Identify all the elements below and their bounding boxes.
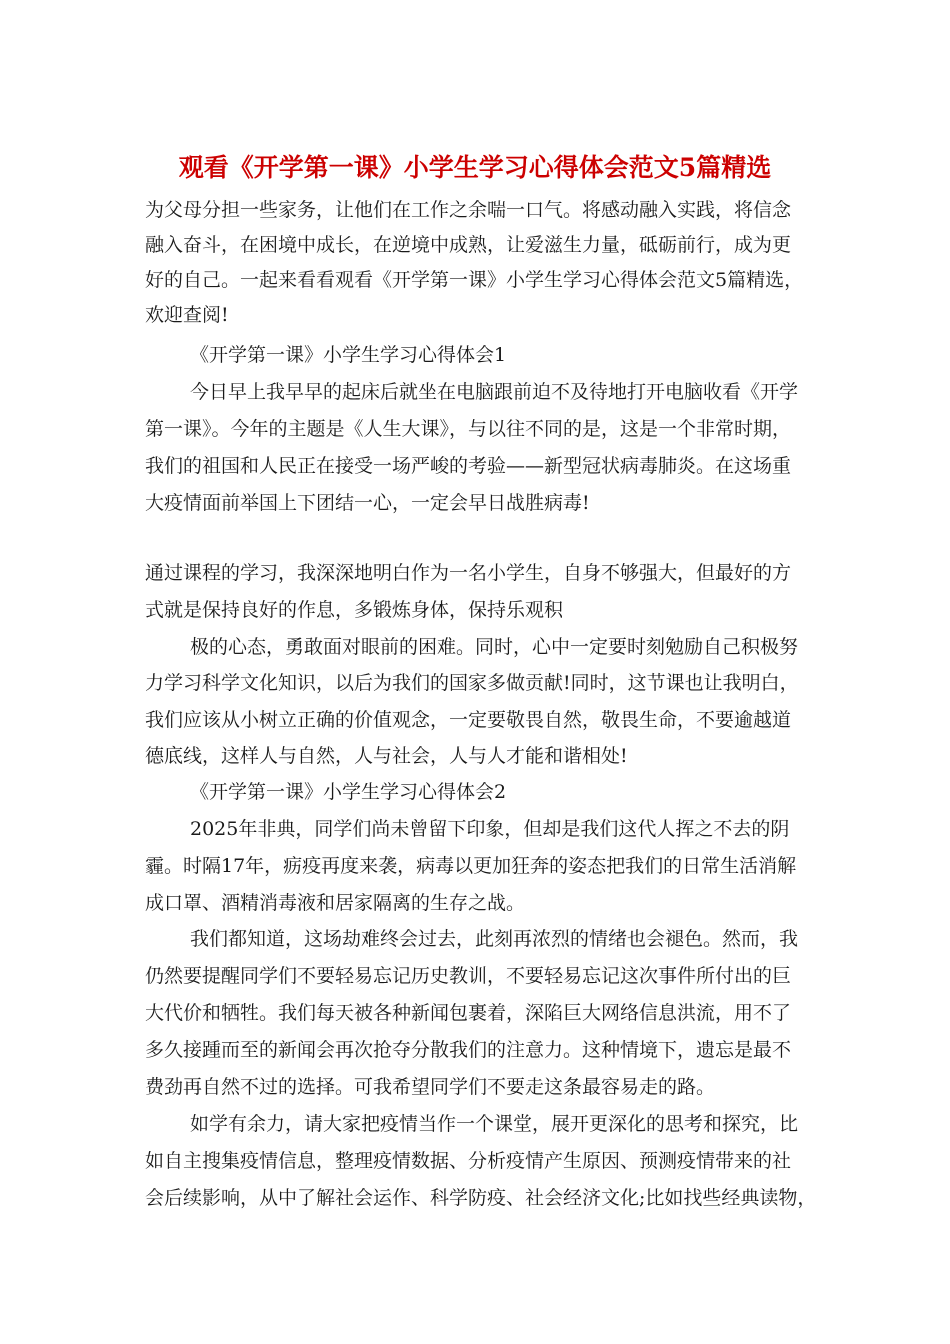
text-line: 通过课程的学习，我深深地明白作为一名小学生，自身不够强大，但最好的方	[145, 562, 792, 584]
text-line: 融入奋斗，在困境中成长，在逆境中成熟，让爱滋生力量，砥砺前行，成为更	[145, 234, 792, 256]
text-line: 如自主搜集疫情信息，整理疫情数据、分析疫情产生原因、预测疫情带来的社	[145, 1150, 792, 1172]
text-line: 极的心态，勇敢面对眼前的困难。同时，心中一定要时刻勉励自己积极努	[190, 636, 799, 658]
text-line: 我们的祖国和人民正在接受一场严峻的考验——新型冠状病毒肺炎。在这场重	[145, 455, 792, 477]
document-title: 观看《开学第一课》小学生学习心得体会范文5篇精选	[178, 153, 772, 182]
text-line: 我们都知道，这场劫难终会过去，此刻再浓烈的情绪也会褪色。然而，我	[190, 928, 799, 950]
text-line: 如学有余力，请大家把疫情当作一个课堂，展开更深化的思考和探究，比	[190, 1113, 799, 1135]
text-line: 大疫情面前举国上下团结一心，一定会早日战胜病毒!	[145, 492, 590, 514]
text-line: 大代价和牺牲。我们每天被各种新闻包裹着，深陷巨大网络信息洪流，用不了	[145, 1002, 792, 1024]
text-line: 为父母分担一些家务，让他们在工作之余喘一口气。将感动融入实践，将信念	[145, 199, 792, 221]
text-line: 多久接踵而至的新闻会再次抢夺分散我们的注意力。这种情境下，遗忘是最不	[145, 1039, 792, 1061]
text-line: 今日早上我早早的起床后就坐在电脑跟前迫不及待地打开电脑收看《开学	[190, 381, 799, 403]
text-line: 2025年非典，同学们尚未曾留下印象，但却是我们这代人挥之不去的阴	[190, 818, 790, 840]
section-heading-2: 《开学第一课》小学生学习心得体会2	[190, 781, 507, 803]
text-line: 第一课》。今年的主题是《人生大课》，与以往不同的是，这是一个非常时期，	[145, 418, 792, 440]
text-line: 力学习科学文化知识，以后为我们的国家多做贡献!同时，这节课也让我明白，	[145, 672, 799, 694]
section-heading-1: 《开学第一课》小学生学习心得体会1	[190, 344, 507, 366]
text-line: 霾。时隔17年，疬疫再度来袭，病毒以更加狂奔的姿态把我们的日常生活消解	[145, 855, 797, 877]
text-line: 式就是保持良好的作息，多锻炼身体，保持乐观积	[145, 599, 564, 621]
text-line: 德底线，这样人与自然，人与社会，人与人才能和谐相处!	[145, 745, 628, 767]
text-line: 仍然要提醒同学们不要轻易忘记历史教训，不要轻易忘记这次事件所付出的巨	[145, 965, 792, 987]
text-line: 欢迎查阅!	[145, 304, 229, 326]
text-line: 我们应该从小树立正确的价值观念，一定要敬畏自然，敬畏生命，不要逾越道	[145, 709, 792, 731]
text-line: 好的自己。一起来看看观看《开学第一课》小学生学习心得体会范文5篇精选，	[145, 269, 804, 291]
text-line: 费劲再自然不过的选择。可我希望同学们不要走这条最容易走的路。	[145, 1076, 716, 1098]
text-line: 会后续影响，从中了解社会运作、科学防疫、社会经济文化;比如找些经典读物，	[145, 1187, 817, 1209]
text-line: 成口罩、酒精消毒液和居家隔离的生存之战。	[145, 892, 526, 914]
